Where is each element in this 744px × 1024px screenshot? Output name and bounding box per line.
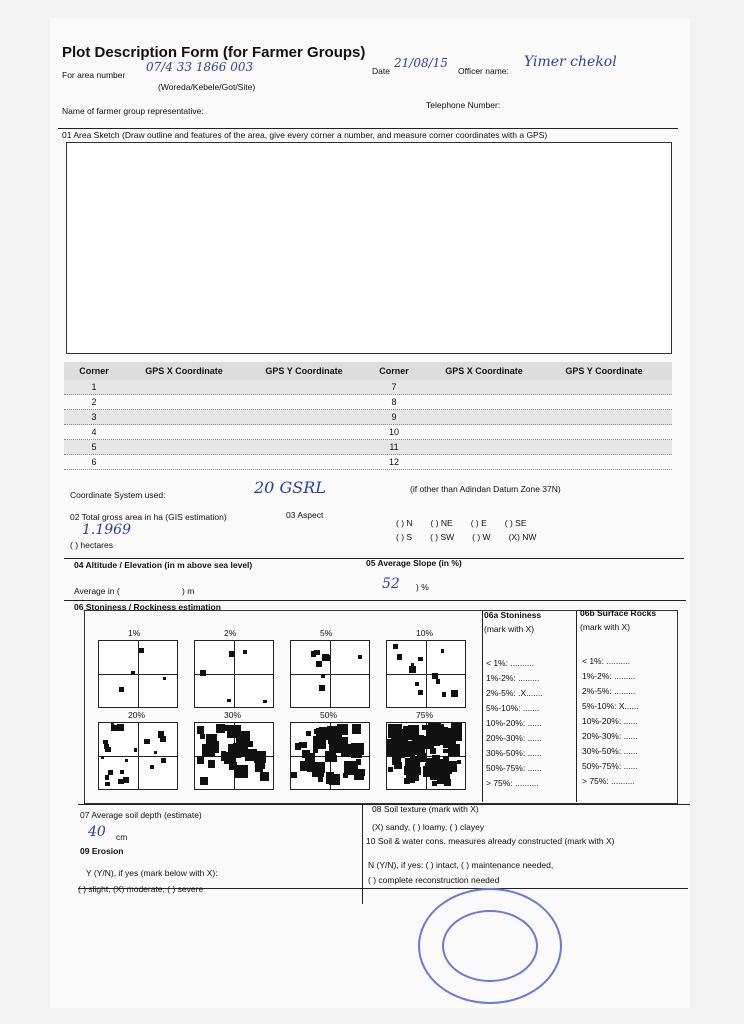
col-corner-2: Corner [379, 366, 409, 376]
stone-mark [161, 758, 166, 763]
area-number-value[interactable]: 07/4 33 1866 003 [146, 60, 254, 74]
gps-x-right[interactable] [424, 440, 544, 454]
aspect-option[interactable]: (X) NW [508, 532, 537, 542]
stoniness-option[interactable]: 2%-5%: .X....... [486, 688, 543, 698]
aspect-row-1 [396, 518, 527, 528]
stone-mark [315, 739, 325, 749]
erosion-label: 09 Erosion [80, 846, 124, 856]
stoniness-option[interactable]: 30%-50%: ...... [582, 746, 638, 756]
official-stamp [418, 888, 562, 1004]
gps-y-left[interactable] [244, 455, 364, 469]
stone-mark [352, 724, 362, 734]
stone-mark [415, 682, 419, 686]
swc-label: 10 Soil & water cons. measures already constructed (mark with X) [366, 836, 615, 846]
stone-mark [120, 770, 124, 774]
stone-mark [111, 723, 115, 727]
bottom-divider [78, 888, 688, 889]
aspect-option[interactable]: ( ) SE [504, 518, 527, 528]
stone-mark [150, 765, 154, 769]
stone-mark [430, 748, 437, 755]
stone-mark [202, 744, 215, 757]
stoniness-option[interactable]: 5%-10%: ....... [486, 703, 540, 713]
aspect-option[interactable]: ( ) NE [430, 518, 453, 528]
stone-mark [158, 731, 164, 737]
corner-left: 1 [91, 382, 97, 392]
stoniness-label: 06 Stoniness / Rockiness estimation [74, 602, 221, 612]
gps-x-left[interactable] [124, 380, 244, 394]
stoniness-percent-label: 20% [128, 710, 146, 720]
stone-mark [125, 759, 128, 762]
stone-mark [200, 777, 208, 785]
stoniness-sample-grid [194, 640, 274, 708]
stoniness-percent-label: 1% [128, 628, 141, 638]
stone-mark [139, 648, 144, 653]
corner-right: 11 [389, 442, 399, 452]
stoniness-option[interactable]: < 1%: .......... [486, 658, 534, 668]
stoniness-option[interactable]: 2%-5%: ......... [582, 686, 636, 696]
stone-mark [309, 753, 314, 758]
altitude-unit: ) m [182, 586, 195, 596]
gps-y-left[interactable] [244, 395, 364, 409]
erosion-question[interactable]: Y (Y/N), if yes (mark below with X): [86, 868, 218, 878]
stone-mark [409, 666, 416, 673]
gps-y-left[interactable] [244, 410, 364, 424]
stone-mark [418, 657, 423, 662]
stone-mark [163, 677, 166, 680]
stone-mark [358, 655, 361, 658]
area-number-hint: (Woreda/Kebele/Got/Site) [158, 82, 256, 92]
corner-right: 9 [391, 412, 397, 422]
stoniness-option[interactable]: > 75%: .......... [582, 776, 635, 786]
gps-y-right[interactable] [544, 410, 664, 424]
stoniness-option[interactable]: 50%-75%: ...... [486, 763, 542, 773]
sketch-label: 01 Area Sketch (Draw outline and features of the area, give every corner a number, and measure corner coordinates with a GPS) [62, 130, 548, 140]
stoniness-percent-label: 50% [320, 710, 338, 720]
stone-mark [144, 739, 150, 745]
form-page [50, 18, 690, 1008]
stone-mark [197, 726, 204, 733]
col-corner: Corner [79, 366, 109, 376]
rep-label: Name of farmer group representative: [62, 106, 204, 116]
corner-left: 2 [91, 397, 97, 407]
corner-right: 8 [391, 397, 397, 407]
coordinate-row [64, 440, 672, 455]
stone-mark [101, 756, 104, 759]
stone-mark [263, 700, 266, 703]
slope-value[interactable]: 52 [382, 576, 400, 592]
stone-mark [306, 731, 311, 736]
gps-y-right[interactable] [544, 395, 664, 409]
area-unit: ( ) hectares [70, 540, 113, 550]
stoniness-option[interactable]: 20%-30%: ...... [486, 733, 542, 743]
stoniness-col-b-title: 06b Surface Rocks [580, 608, 657, 618]
stone-mark [314, 650, 319, 655]
stoniness-percent-label: 2% [224, 628, 237, 638]
slope-label: 05 Average Slope (in %) [366, 558, 462, 568]
soil-depth-unit: cm [116, 832, 128, 842]
form-title: Plot Description Form (for Farmer Groups) [62, 44, 366, 61]
stone-mark [208, 760, 216, 768]
stone-mark [406, 751, 412, 757]
coordinate-table [64, 362, 672, 470]
col-gps-x-2: GPS X Coordinate [445, 366, 523, 376]
stone-mark [448, 744, 460, 756]
gps-y-left[interactable] [244, 380, 364, 394]
stone-mark [351, 747, 363, 759]
stone-mark [234, 765, 248, 779]
stone-mark [255, 763, 263, 771]
soil-divider [362, 804, 363, 904]
stone-mark [256, 755, 264, 763]
grid-line [387, 674, 465, 675]
coord-system-value[interactable]: 20 GSRL [254, 478, 326, 497]
stone-mark [344, 761, 358, 775]
gps-x-left[interactable] [124, 410, 244, 424]
stoniness-option[interactable]: < 1%: .......... [582, 656, 630, 666]
corner-right: 7 [391, 382, 397, 392]
stone-mark [227, 725, 241, 739]
stone-mark [227, 699, 230, 702]
gps-y-left[interactable] [244, 440, 364, 454]
stoniness-sample-grid [386, 722, 466, 790]
soil-texture-label: 08 Soil texture (mark with X) [372, 804, 479, 814]
stoniness-col-b-sub: (mark with X) [580, 622, 631, 632]
stone-mark [326, 772, 335, 781]
stone-mark [314, 729, 319, 734]
stoniness-divider-b [576, 610, 577, 802]
stoniness-percent-label: 30% [224, 710, 242, 720]
stoniness-col-a-title: 06a Stoniness [484, 610, 542, 620]
stone-mark [392, 756, 401, 765]
phone-label: Telephone Number: [426, 100, 501, 110]
sketch-area[interactable] [66, 142, 672, 354]
officer-label: Officer name: [458, 66, 509, 76]
stone-mark [388, 767, 393, 772]
stoniness-col-a-list [486, 658, 543, 793]
corner-left: 3 [91, 412, 97, 422]
stone-mark [117, 724, 124, 731]
aspect-row-2 [396, 532, 536, 542]
stone-mark [319, 685, 324, 690]
gps-x-left[interactable] [124, 395, 244, 409]
gps-y-right[interactable] [544, 455, 664, 469]
stoniness-option[interactable]: 50%-75%: ...... [582, 761, 638, 771]
gps-y-left[interactable] [244, 425, 364, 439]
stone-mark [222, 725, 228, 731]
stoniness-option[interactable]: 10%-20%: ...... [486, 718, 542, 728]
col-gps-x: GPS X Coordinate [145, 366, 223, 376]
stone-mark [314, 762, 325, 773]
aspect-option[interactable]: ( ) E [470, 518, 487, 528]
stone-mark [451, 723, 462, 734]
stone-mark [430, 733, 440, 743]
stone-mark [337, 724, 348, 735]
stone-mark [436, 679, 441, 684]
stone-mark [243, 650, 247, 654]
grid-line [291, 674, 369, 675]
aspect-option[interactable]: ( ) SW [430, 532, 455, 542]
stoniness-percent-label: 75% [416, 710, 434, 720]
stone-mark [457, 760, 461, 764]
coord-system-label: Coordinate System used: [70, 490, 166, 500]
aspect-label: 03 Aspect [286, 510, 324, 520]
soil-depth-label: 07 Average soil depth (estimate) [80, 810, 202, 820]
stone-mark [432, 673, 438, 679]
stone-mark [131, 671, 135, 675]
col-gps-y: GPS Y Coordinate [265, 366, 343, 376]
aspect-option[interactable]: ( ) N [396, 518, 413, 528]
grid-line [99, 674, 177, 675]
stoniness-sample-grid [98, 640, 178, 708]
corner-left: 5 [91, 442, 97, 452]
gps-x-left[interactable] [124, 425, 244, 439]
stoniness-sample-grid [290, 640, 370, 708]
gps-x-right[interactable] [424, 380, 544, 394]
stone-mark [442, 692, 446, 696]
gps-y-right[interactable] [544, 380, 664, 394]
coordinate-row [64, 425, 672, 440]
stoniness-option[interactable]: > 75%: .......... [486, 778, 539, 788]
coordinate-row [64, 455, 672, 470]
stone-mark [326, 751, 330, 755]
stone-mark [247, 741, 253, 747]
date-label: Date [372, 66, 390, 76]
stoniness-option[interactable]: 30%-50%: ...... [486, 748, 542, 758]
soil-depth-value[interactable]: 40 [88, 824, 106, 840]
coordinate-table-header [64, 362, 672, 380]
stone-mark [396, 729, 408, 741]
stoniness-sample-grid [290, 722, 370, 790]
area-number-label: For area number [62, 70, 126, 80]
stoniness-option[interactable]: 10%-20%: ...... [582, 716, 638, 726]
stone-mark [105, 775, 109, 779]
corner-left: 4 [91, 427, 97, 437]
col-gps-y-2: GPS Y Coordinate [565, 366, 643, 376]
coordinate-row [64, 380, 672, 395]
stone-mark [441, 649, 445, 653]
gps-x-right[interactable] [424, 425, 544, 439]
stoniness-col-a-sub: (mark with X) [484, 624, 535, 634]
corner-right: 10 [388, 427, 399, 437]
divider-3 [64, 600, 686, 601]
stone-mark [301, 742, 306, 747]
stone-mark [291, 772, 297, 778]
gps-x-right[interactable] [424, 410, 544, 424]
slope-unit: ) % [416, 582, 429, 592]
gps-x-left[interactable] [124, 455, 244, 469]
swc-question[interactable]: N (Y/N), if yes: ( ) intact, ( ) maintenance needed, [368, 860, 554, 870]
stone-mark [197, 757, 204, 764]
stone-mark [418, 690, 423, 695]
corner-left: 6 [91, 457, 97, 467]
area-value[interactable]: 1.1969 [82, 522, 131, 538]
area-label: 02 Total gross area in ha (GIS estimation) [70, 512, 227, 522]
stone-mark [318, 777, 323, 782]
gps-x-left[interactable] [124, 440, 244, 454]
date-value[interactable]: 21/08/15 [394, 56, 448, 70]
stoniness-percent-label: 5% [320, 628, 333, 638]
stone-mark [446, 764, 454, 772]
coordinate-row [64, 410, 672, 425]
stone-mark [324, 655, 331, 662]
gps-x-right[interactable] [424, 395, 544, 409]
stoniness-option[interactable]: 1%-2%: ......... [486, 673, 540, 683]
stone-mark [432, 781, 437, 786]
stoniness-option[interactable]: 1%-2%: ......... [582, 671, 636, 681]
erosion-options[interactable]: ( ) slight, (X) moderate, ( ) severe [78, 884, 204, 894]
gps-y-right[interactable] [544, 425, 664, 439]
coordinate-rows [64, 380, 672, 470]
aspect-option[interactable]: ( ) W [472, 532, 491, 542]
stone-mark [409, 776, 415, 782]
gps-x-right[interactable] [424, 455, 544, 469]
stone-mark [433, 768, 445, 780]
grid-line [195, 674, 273, 675]
stoniness-divider-a [482, 610, 483, 802]
corner-right: 12 [388, 457, 399, 467]
soil-texture-value[interactable]: (X) sandy, ( ) loamy, ( ) clayey [372, 822, 485, 832]
stone-mark [105, 747, 110, 752]
header-divider [58, 128, 678, 129]
stone-mark [260, 772, 269, 781]
stoniness-sample-grid [386, 640, 466, 708]
stone-mark [432, 755, 440, 763]
stoniness-sample-grid [194, 722, 274, 790]
stone-mark [444, 779, 451, 786]
stone-mark [154, 751, 157, 754]
aspect-option[interactable]: ( ) S [396, 532, 413, 542]
gps-y-right[interactable] [544, 440, 664, 454]
coord-system-note: (if other than Adindan Datum Zone 37N) [410, 484, 561, 494]
stone-mark [393, 644, 398, 649]
stone-mark [321, 674, 325, 678]
stoniness-option[interactable]: 5%-10%: X...... [582, 701, 639, 711]
stone-mark [123, 777, 129, 783]
stone-mark [316, 661, 322, 667]
stoniness-sample-grid [98, 722, 178, 790]
stone-mark [405, 758, 417, 770]
stoniness-percent-label: 10% [416, 628, 434, 638]
stone-mark [411, 663, 414, 666]
stoniness-col-b-list [582, 656, 639, 791]
stone-mark [224, 752, 235, 763]
stone-mark [108, 770, 113, 775]
altitude-label: 04 Altitude / Elevation (in m above sea level) [74, 560, 253, 570]
stone-mark [451, 690, 458, 697]
coordinate-row [64, 395, 672, 410]
official-stamp-inner [442, 910, 538, 982]
stone-mark [200, 670, 206, 676]
stone-mark [229, 651, 234, 656]
stone-mark [105, 782, 110, 787]
swc-question-2[interactable]: ( ) complete reconstruction needed [368, 875, 500, 885]
stone-mark [134, 748, 137, 751]
stoniness-option[interactable]: 20%-30%: ...... [582, 731, 638, 741]
officer-value[interactable]: Yimer chekol [524, 54, 617, 70]
altitude-avg: Average in ( [74, 586, 120, 596]
stone-mark [200, 734, 205, 739]
stone-mark [397, 654, 403, 660]
stone-mark [119, 687, 124, 692]
